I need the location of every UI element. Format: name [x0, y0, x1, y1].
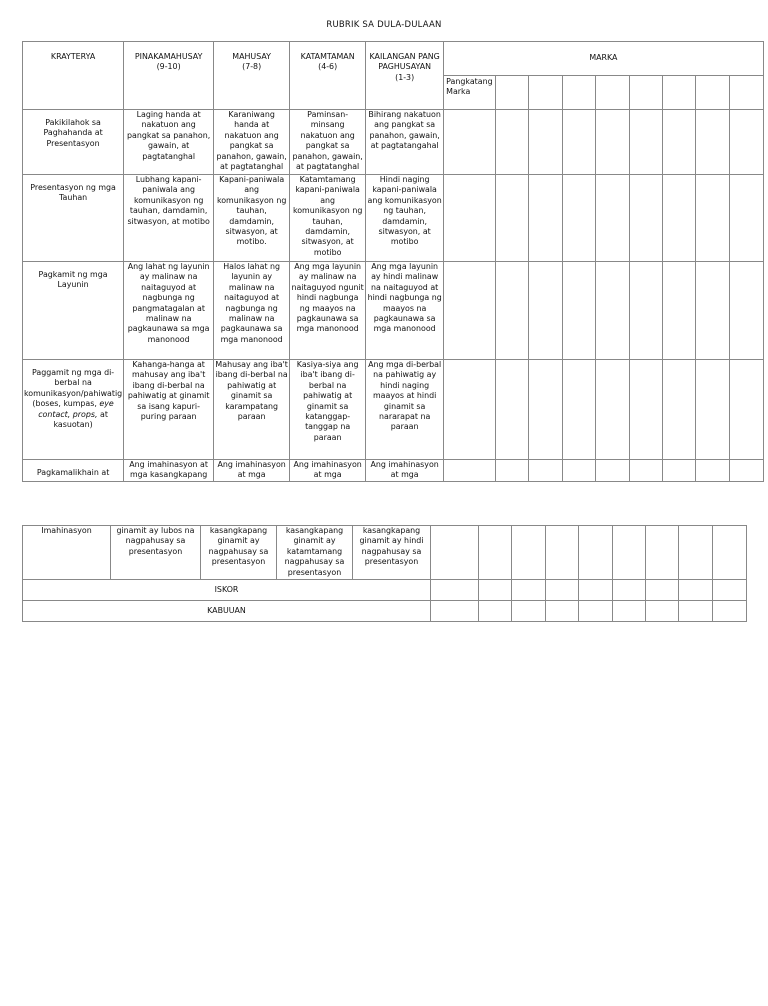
score-cell[interactable] — [695, 110, 729, 175]
score-cell[interactable] — [528, 360, 562, 460]
table-row — [23, 175, 764, 262]
score-cell[interactable] — [562, 460, 595, 482]
descriptor-cell: Paminsan-minsang nakatuon ang pangkat sa panahon, gawain, at pagtatanghal — [290, 110, 366, 175]
descriptor-cell: Ang imahinasyon at mga kasangkapang — [124, 460, 214, 482]
score-cell[interactable] — [646, 526, 679, 580]
score-cell[interactable] — [729, 262, 763, 360]
score-cell[interactable] — [662, 262, 695, 360]
iskor-label: ISKOR — [23, 580, 431, 601]
criterion-cell: Pagkamit ng mga Layunin — [23, 262, 124, 360]
descriptor-cell: kasangkapang ginamit ay hindi nagpahusay sa presentasyon — [353, 526, 431, 580]
descriptor-cell: Kasiya-siya ang iba't ibang di-berbal na pahiwatig at ginamit sa katanggap-tanggap na paraan — [290, 360, 366, 460]
score-cell[interactable] — [444, 360, 495, 460]
score-cell[interactable] — [646, 580, 679, 601]
score-cell[interactable] — [579, 580, 613, 601]
descriptor-cell: Kapani-paniwala ang komunikasyon ng tauhan, damdamin, sitwasyon, at motibo. — [214, 175, 290, 262]
score-cell[interactable] — [695, 360, 729, 460]
descriptor-cell: Bihirang nakatuon ang pangkat sa panahon, gawain, at pagtatangahal — [366, 110, 444, 175]
marka-cell[interactable] — [528, 76, 562, 110]
score-cell[interactable] — [431, 580, 479, 601]
header-level-4: KAILANGAN PANG PAGHUSAYAN (1-3) — [366, 42, 444, 110]
score-cell[interactable] — [729, 460, 763, 482]
descriptor-cell: Ang imahinasyon at mga — [366, 460, 444, 482]
marka-cell[interactable] — [495, 76, 528, 110]
score-cell[interactable] — [729, 110, 763, 175]
score-cell[interactable] — [431, 526, 479, 580]
table-row — [23, 526, 747, 580]
header-pangkatang-marka: Pangkatang Marka — [444, 76, 495, 110]
score-cell[interactable] — [444, 110, 495, 175]
score-cell[interactable] — [613, 526, 646, 580]
score-cell[interactable] — [695, 262, 729, 360]
score-cell[interactable] — [495, 460, 528, 482]
score-cell[interactable] — [495, 175, 528, 262]
score-cell[interactable] — [479, 601, 512, 622]
table-row — [23, 262, 764, 360]
score-cell[interactable] — [695, 460, 729, 482]
score-cell[interactable] — [528, 175, 562, 262]
descriptor-cell: Ang mga layunin ay hindi malinaw na naitaguyod at hindi nagbunga ng maayos na pagkaunawa sa mga manonood — [366, 262, 444, 360]
descriptor-cell: Lubhang kapani-paniwala ang komunikasyon ng tauhan, damdamin, sitwasyon, at motibo — [124, 175, 214, 262]
criterion-cell: Pagkamalikhain at — [23, 460, 124, 482]
descriptor-cell: Mahusay ang iba't ibang di-berbal na pahiwatig at ginamit sa karampatang paraan — [214, 360, 290, 460]
score-cell[interactable] — [629, 262, 662, 360]
score-cell[interactable] — [444, 262, 495, 360]
score-cell[interactable] — [546, 526, 579, 580]
descriptor-cell: Ang imahinasyon at mga — [214, 460, 290, 482]
descriptor-cell: Hindi naging kapani-paniwala ang komunikasyon ng tauhan, damdamin, sitwasyon, at motibo — [366, 175, 444, 262]
score-cell[interactable] — [562, 360, 595, 460]
descriptor-cell: kasangkapang ginamit ay katamtamang nagpahusay sa presentasyon — [277, 526, 353, 580]
descriptor-cell: Ang mga di-berbal na pahiwatig ay hindi naging maayos at hindi ginamit sa nararapat na paraan — [366, 360, 444, 460]
score-cell[interactable] — [479, 526, 512, 580]
marka-cell[interactable] — [595, 76, 629, 110]
score-cell[interactable] — [679, 526, 713, 580]
table-row — [23, 110, 764, 175]
score-cell[interactable] — [595, 460, 629, 482]
score-cell[interactable] — [495, 262, 528, 360]
header-level-3: KATAMTAMAN (4-6) — [290, 42, 366, 110]
score-cell[interactable] — [444, 460, 495, 482]
marka-cell[interactable] — [662, 76, 695, 110]
score-cell[interactable] — [662, 175, 695, 262]
score-cell[interactable] — [431, 601, 479, 622]
score-cell[interactable] — [613, 601, 646, 622]
score-cell[interactable] — [495, 360, 528, 460]
header-level-2: MAHUSAY (7-8) — [214, 42, 290, 110]
marka-cell[interactable] — [729, 76, 763, 110]
score-cell[interactable] — [562, 175, 595, 262]
header-krayterya: KRAYTERYA — [23, 42, 124, 110]
score-cell[interactable] — [495, 110, 528, 175]
descriptor-cell: Ang lahat ng layunin ay malinaw na naitaguyod at nagbunga ng pangmatagalan at malinaw na pagkaunawa sa mga manonood — [124, 262, 214, 360]
table-row — [23, 460, 764, 482]
descriptor-cell: Katamtamang kapani-paniwala ang komunikasyon ng tauhan, damdamin, sitwasyon, at motibo — [290, 175, 366, 262]
score-cell[interactable] — [662, 460, 695, 482]
marka-cell[interactable] — [562, 76, 595, 110]
score-cell[interactable] — [595, 262, 629, 360]
score-cell[interactable] — [528, 460, 562, 482]
descriptor-cell: Laging handa at nakatuon ang pangkat sa panahon, gawain, at pagtatanghal — [124, 110, 214, 175]
score-cell[interactable] — [695, 175, 729, 262]
descriptor-cell: Ang imahinasyon at mga — [290, 460, 366, 482]
header-level-1: PINAKAMAHUSAY (9-10) — [124, 42, 214, 110]
score-cell[interactable] — [679, 580, 713, 601]
score-cell[interactable] — [729, 360, 763, 460]
descriptor-cell: Ang mga layunin ay malinaw na naitaguyod ngunit hindi nagbunga ng maayos na pagkaunawa sa mga manonood — [290, 262, 366, 360]
header-marka: MARKA — [444, 42, 763, 76]
marka-cell[interactable] — [629, 76, 662, 110]
score-cell[interactable] — [679, 601, 713, 622]
score-cell[interactable] — [528, 110, 562, 175]
score-cell[interactable] — [562, 262, 595, 360]
score-cell[interactable] — [713, 601, 747, 622]
score-cell[interactable] — [579, 526, 613, 580]
score-cell[interactable] — [629, 175, 662, 262]
rubric-table-continued — [22, 525, 747, 622]
score-cell[interactable] — [512, 580, 546, 601]
score-cell[interactable] — [629, 110, 662, 175]
score-cell[interactable] — [512, 601, 546, 622]
score-cell[interactable] — [662, 110, 695, 175]
score-cell[interactable] — [444, 175, 495, 262]
rubric-table — [22, 41, 764, 482]
iskor-row — [23, 580, 747, 601]
kabuuan-row — [23, 601, 747, 622]
score-cell[interactable] — [613, 580, 646, 601]
score-cell[interactable] — [713, 526, 747, 580]
score-cell[interactable] — [629, 360, 662, 460]
page-title: RUBRIK SA DULA-DULAAN — [326, 20, 442, 30]
score-cell[interactable] — [595, 110, 629, 175]
descriptor-cell: ginamit ay lubos na nagpahusay sa presentasyon — [111, 526, 201, 580]
score-cell[interactable] — [546, 601, 579, 622]
score-cell[interactable] — [629, 460, 662, 482]
score-cell[interactable] — [562, 110, 595, 175]
score-cell[interactable] — [729, 175, 763, 262]
score-cell[interactable] — [579, 601, 613, 622]
descriptor-cell: kasangkapang ginamit ay nagpahusay sa presentasyon — [201, 526, 277, 580]
score-cell[interactable] — [479, 580, 512, 601]
descriptor-cell: Karaniwang handa at nakatuon ang pangkat sa panahon, gawain, at pagtatanghal — [214, 110, 290, 175]
criterion-cell: Pakikilahok sa Paghahanda at Presentasyon — [23, 110, 124, 175]
score-cell[interactable] — [713, 580, 747, 601]
score-cell[interactable] — [595, 360, 629, 460]
criterion-cell: Presentasyon ng mga Tauhan — [23, 175, 124, 262]
score-cell[interactable] — [512, 526, 546, 580]
marka-cell[interactable] — [695, 76, 729, 110]
score-cell[interactable] — [662, 360, 695, 460]
score-cell[interactable] — [528, 262, 562, 360]
kabuuan-label: KABUUAN — [23, 601, 431, 622]
score-cell[interactable] — [646, 601, 679, 622]
criterion-cell: Imahinasyon — [23, 526, 111, 580]
table-row — [23, 360, 764, 460]
score-cell[interactable] — [546, 580, 579, 601]
descriptor-cell: Halos lahat ng layunin ay malinaw na naitaguyod at nagbunga ng malinaw na pagkaunawa sa mga manonood — [214, 262, 290, 360]
descriptor-cell: Kahanga-hanga at mahusay ang iba't ibang di-berbal na pahiwatig at ginamit sa isang kapuri-puring paraan — [124, 360, 214, 460]
score-cell[interactable] — [595, 175, 629, 262]
criterion-cell: Paggamit ng mga di-berbal na komunikasyon/pahiwatig (boses, kumpas, eye contact, props, at kasuotan) — [23, 360, 124, 460]
